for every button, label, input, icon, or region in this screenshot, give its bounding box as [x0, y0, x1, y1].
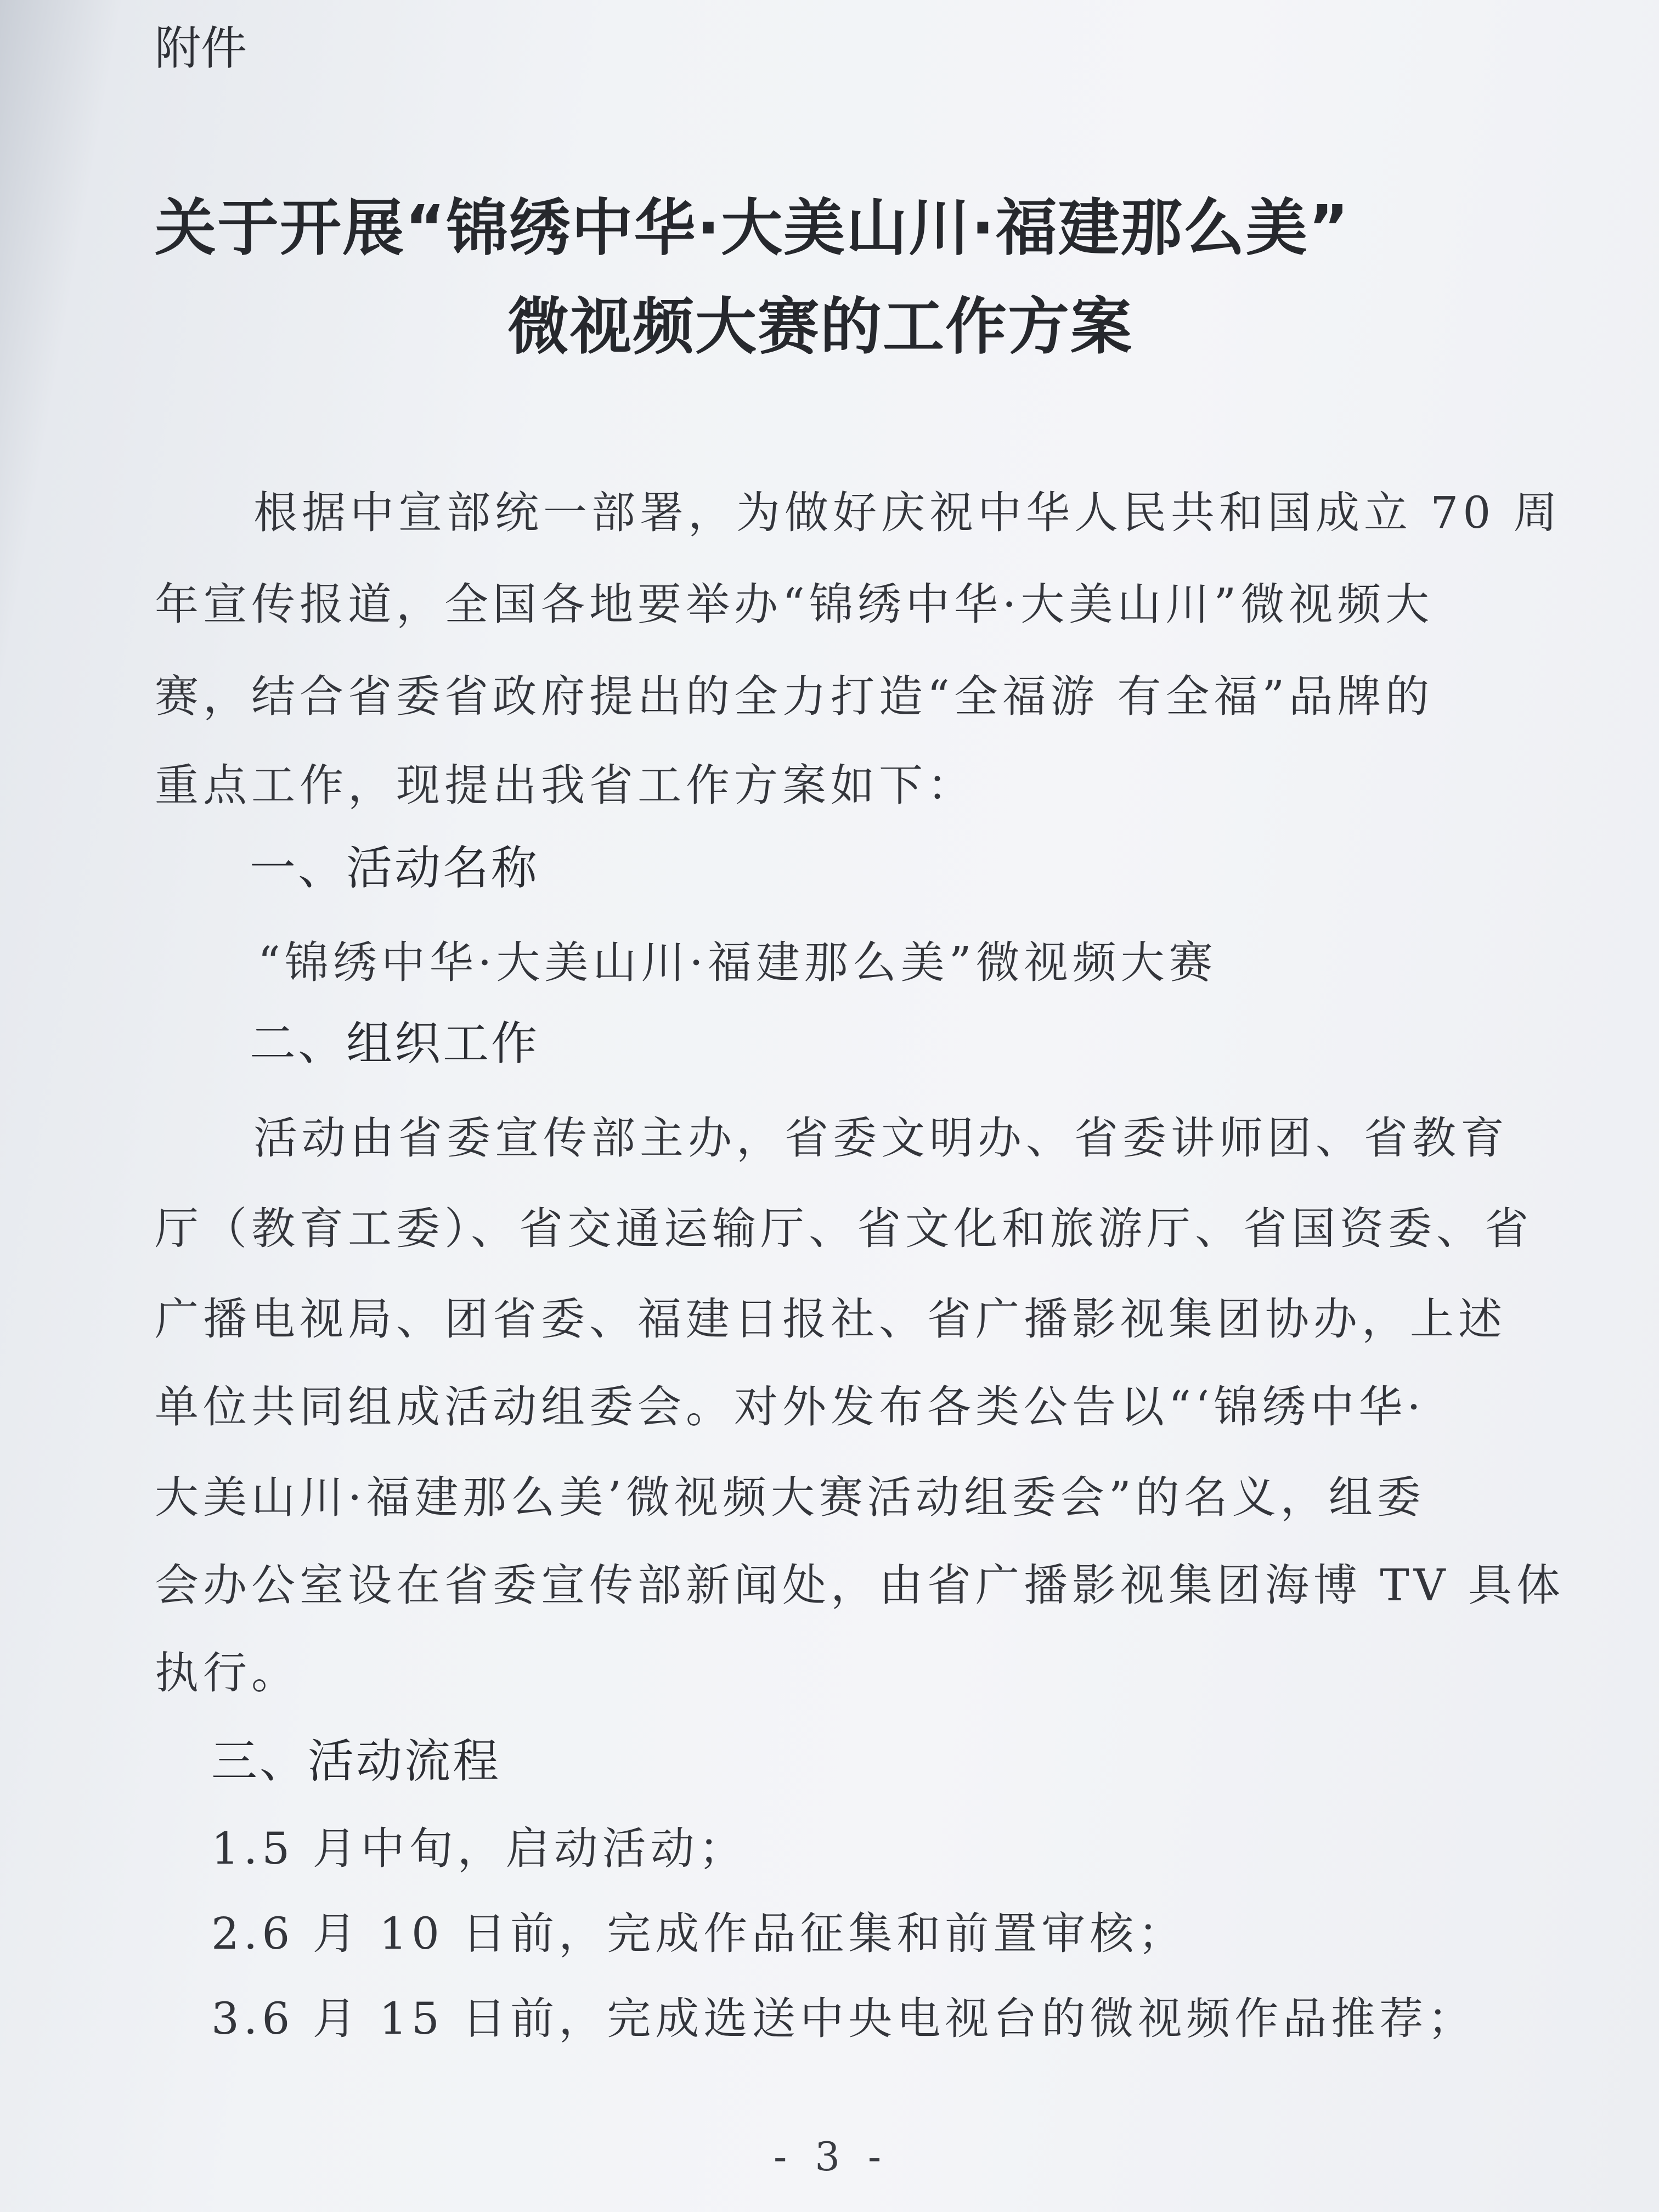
section-3-item-3: 3.6 月 15 日前，完成选送中央电视台的微视频作品推荐； — [211, 1993, 1476, 2044]
section-2-line-5: 大美山川·福建那么美’微视频大赛活动组委会”的名义，组委 — [155, 1472, 1425, 1523]
section-1-content: “锦绣中华·大美山川·福建那么美”微视频大赛 — [258, 937, 1217, 988]
document-title-line-1: 关于开展“锦绣中华·大美山川·福建那么美” — [155, 193, 1350, 264]
intro-line-4: 重点工作，现提出我省工作方案如下： — [155, 760, 975, 811]
attachment-label: 附件 — [155, 21, 247, 75]
section-2-line-7: 执行。 — [155, 1647, 300, 1699]
section-1-heading: 一、活动名称 — [250, 841, 540, 895]
intro-line-3: 赛，结合省委省政府提出的全力打造“全福游 有全福”品牌的 — [155, 671, 1434, 722]
intro-line-1: 根据中宣部统一部署，为做好庆祝中华人民共和国成立 70 周 — [253, 487, 1562, 538]
section-2-line-2: 厅（教育工委）、省交通运输厅、省文化和旅游厅、省国资委、省 — [155, 1203, 1533, 1254]
page-number: - 3 - — [774, 2134, 889, 2180]
section-2-line-6: 会办公室设在省委宣传部新闻处，由省广播影视集团海博 TV 具体 — [155, 1560, 1565, 1611]
section-2-line-4: 单位共同组成活动组委会。对外发布各类公告以“‘锦绣中华· — [155, 1381, 1425, 1432]
intro-line-2: 年宣传报道，全国各地要举办“锦绣中华·大美山川”微视频大 — [155, 579, 1434, 630]
document-title-line-2: 微视频大赛的工作方案 — [507, 291, 1133, 363]
section-2-heading: 二、组织工作 — [250, 1017, 540, 1070]
section-2-line-3: 广播电视局、团省委、福建日报社、省广播影视集团协办，上述 — [155, 1294, 1506, 1345]
section-3-heading: 三、活动流程 — [211, 1734, 501, 1788]
section-3-item-1: 1.5 月中旬，启动活动； — [211, 1823, 747, 1874]
section-3-item-2: 2.6 月 10 日前，完成作品征集和前置审核； — [211, 1908, 1187, 1959]
section-2-line-1: 活动由省委宣传部主办，省委文明办、省委讲师团、省教育 — [253, 1113, 1509, 1164]
